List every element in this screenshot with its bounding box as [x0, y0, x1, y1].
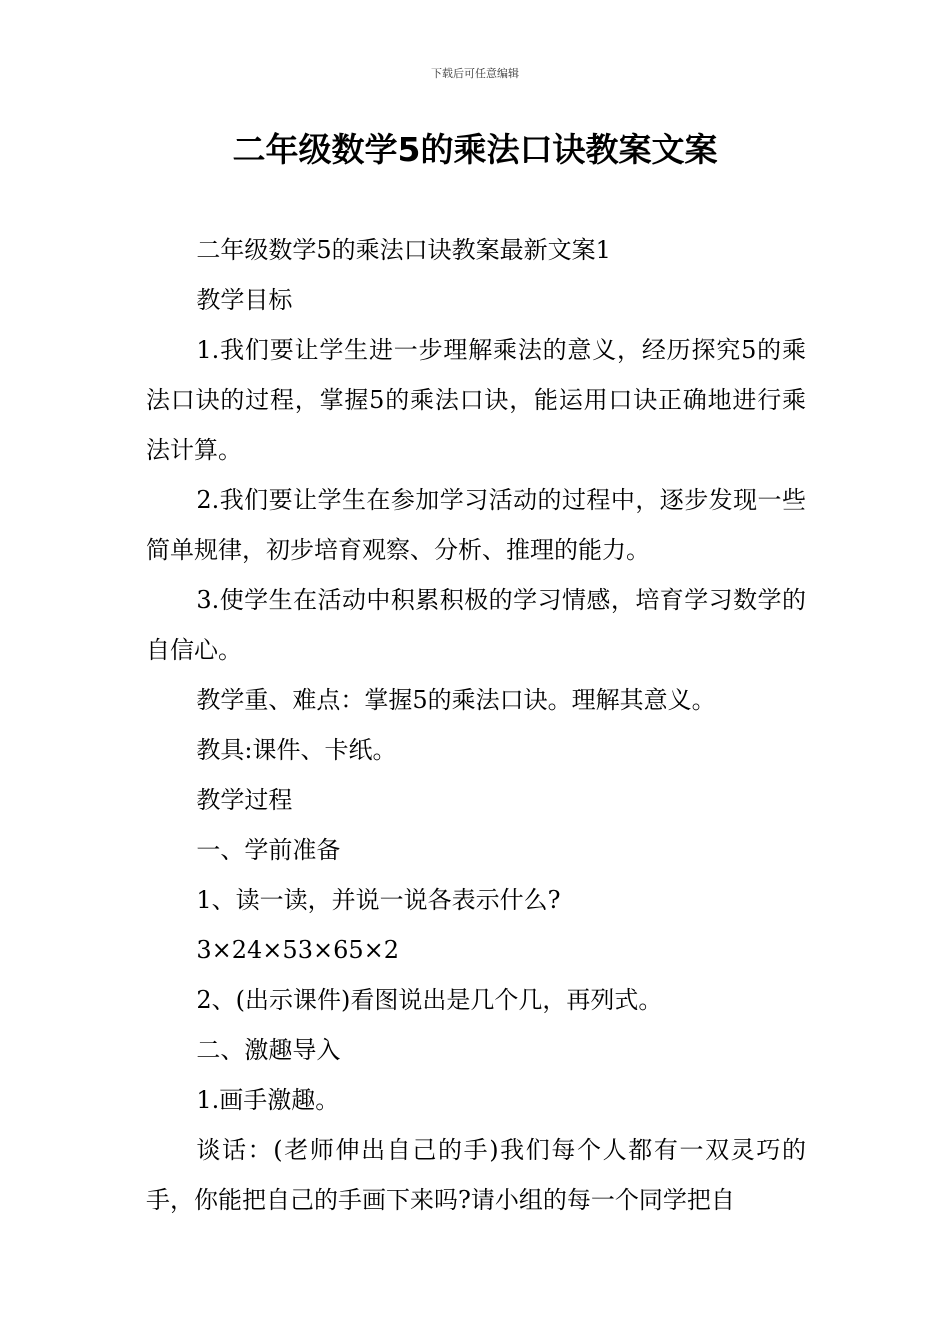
paragraph-read-task: 1、读一读，并说一说各表示什么?: [196, 886, 561, 914]
paragraph-teaching-goals: 教学目标: [196, 286, 293, 314]
paragraph-preparation: 一、学前准备: [196, 836, 341, 864]
paragraph-teaching-process: 教学过程: [196, 786, 293, 814]
paragraph-goal-2: 2.我们要让学生在参加学习活动的过程中，逐步发现一些简单规律，初步培育观察、分析、推理的能力。: [146, 486, 806, 564]
paragraph-show-slides: 2、(出示课件)看图说出是几个几，再列式。: [196, 986, 663, 1014]
paragraph-section-heading: 二年级数学5的乘法口诀教案最新文案1: [196, 236, 611, 264]
header-note: 下载后可任意编辑: [431, 67, 519, 80]
paragraph-key-points: 教学重、难点：掌握5的乘法口诀。理解其意义。: [196, 686, 716, 714]
document-body: [146, 225, 806, 1225]
paragraph-draw-hands: 1.画手激趣。: [196, 1086, 340, 1114]
paragraph-goal-3: 3.使学生在活动中积累积极的学习情感，培育学习数学的自信心。: [146, 586, 806, 664]
paragraph-teaching-aids: 教具:课件、卡纸。: [196, 736, 397, 764]
paragraph-expression: 3×24×53×65×2: [196, 936, 399, 964]
document-title: 二年级数学5的乘法口诀教案文案: [232, 130, 718, 169]
paragraph-goal-1: 1.我们要让学生进一步理解乘法的意义，经历探究5的乘法口诀的过程，掌握5的乘法口诀，能运用口诀正确地进行乘法计算。: [146, 336, 806, 464]
paragraph-introduction: 二、激趣导入: [196, 1036, 341, 1064]
paragraph-dialogue: 谈话：(老师伸出自己的手)我们每个人都有一双灵巧的手，你能把自己的手画下来吗?请小组的每一个同学把自: [146, 1136, 806, 1214]
